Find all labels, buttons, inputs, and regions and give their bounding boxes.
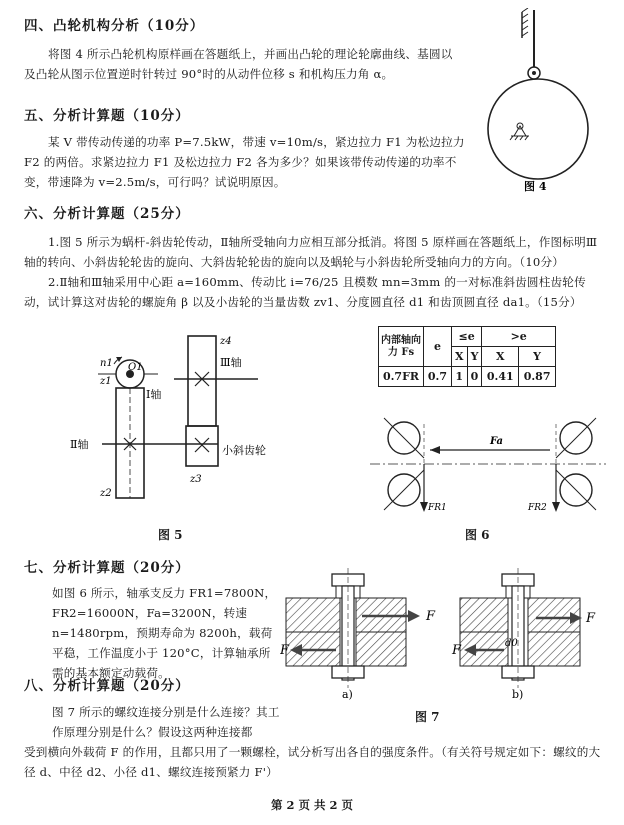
label-small-gear: 小斜齿轮 [222, 444, 266, 457]
section-8-body-2: 受到横向外载荷 F 的作用，且都只用了一颗螺栓，试分析写出各自的强度条件。（有关符号规定如下：螺纹的大径 d、中径 d2、小径 d1、螺纹连接预紧力 F'） [24, 745, 601, 779]
table-header-gt: >e [482, 327, 556, 347]
table-sub-x1: X [451, 347, 467, 367]
table-cell: 0.7FR [379, 367, 424, 387]
label-f-a-left: F [280, 643, 290, 658]
figure-5-caption: 图 5 [158, 528, 183, 542]
figure-5-gears [70, 326, 290, 506]
table-sub-y2: Y [519, 347, 556, 367]
label-z4: z4 [220, 336, 232, 347]
label-f-a-right: F [426, 609, 436, 624]
table-cell: 1 [451, 367, 467, 387]
label-fa: Fa [490, 436, 504, 447]
label-o1: O1 [128, 362, 143, 373]
section-8-body-1: 图 7 所示的螺纹连接分别是什么连接？其工作原理分别是什么？假设这两种连接都 [52, 705, 280, 739]
table-header-fs: 内部轴向力 Fs [379, 327, 424, 367]
table-cell: 0 [467, 367, 482, 387]
section-5-body: 某 V 带传动传递的功率 P=7.5kW，带速 v=10m/s，紧边拉力 F1 为松边拉力 F2 的两倍。求紧边拉力 F1 及松边拉力 F2 各为多少？如果该带传动传递的功率不变，带速降为 v=2.5m/s，可行吗？试说明原因。 [24, 135, 465, 189]
section-4-body: 将图 4 所示凸轮机构原样画在答题纸上，并画出凸轮的理论轮廓曲线、基圆以及凸轮从图示位置逆时针转过 90°时的从动件位移 s 和机构压力角 α。 [24, 47, 453, 81]
section-6-q2: 2.Ⅱ轴和Ⅲ轴采用中心距 a=160mm、传动比 i=76/25 且模数 mn=3mm 的一对标准斜齿圆柱齿轮传动，试计算这对齿轮的螺旋角 β 以及小齿轮的当量齿数 zv1、分度圆直径 d1 和齿顶圆直径 da1。（15分） [24, 275, 586, 309]
section-6-q1: 1.图 5 所示为蜗杆-斜齿轮传动，Ⅱ轴所受轴向力应相互部分抵消。将图 5 原样画在答题纸上，作图标明Ⅲ轴的转向、小斜齿轮轮齿的旋向、大斜齿轮轮齿的旋向以及蜗轮与小斜齿轮所受轴向力的方向。（10分） [24, 235, 598, 269]
section-8-title: 八、分析计算题（20分） [24, 678, 190, 694]
page-footer: 第 2 页 共 2 页 [270, 798, 354, 812]
figure-4-cam [468, 8, 618, 198]
bearing-table [378, 326, 556, 387]
section-6-title: 六、分析计算题（25分） [24, 206, 190, 222]
label-z2: z2 [100, 488, 112, 499]
figure-7-caption: 图 7 [415, 710, 440, 724]
table-sub-x2: X [482, 347, 519, 367]
table-header-e: e [424, 327, 452, 367]
label-fr2: FR2 [528, 503, 547, 513]
label-n1: n1 [100, 358, 113, 369]
label-shaft-1: Ⅰ轴 [146, 388, 162, 401]
label-f-b-right: F [586, 611, 596, 626]
section-5-title: 五、分析计算题（10分） [24, 108, 190, 124]
figure-6-caption: 图 6 [465, 528, 490, 542]
label-shaft-3: Ⅲ轴 [220, 356, 242, 369]
label-fr1: FR1 [428, 503, 447, 513]
table-header-le: ≤e [451, 327, 482, 347]
label-z1: z1 [100, 376, 112, 387]
table-cell: 0.87 [519, 367, 556, 387]
section-7-title: 七、分析计算题（20分） [24, 560, 190, 576]
figure-7-bolts [280, 568, 610, 706]
label-z3: z3 [190, 474, 202, 485]
figure-6-bearings [370, 400, 610, 525]
table-cell: 0.7 [424, 367, 452, 387]
table-cell: 0.41 [482, 367, 519, 387]
label-f-b-left: F [452, 643, 462, 658]
figure-4-caption: 图 4 [524, 180, 547, 193]
label-b: b) [512, 688, 524, 701]
label-d0: d0 [505, 638, 518, 649]
label-shaft-2: Ⅱ轴 [70, 438, 89, 451]
table-sub-y1: Y [467, 347, 482, 367]
section-7-body: 如图 6 所示，轴承支反力 FR1=7800N，FR2=16000N，Fa=3200N，转速 n=1480rpm，预期寿命为 8200h，载荷平稳，工作温度小于 120°C，计算轴承所需的基本额定动载荷。 [52, 586, 277, 680]
section-4-title: 四、凸轮机构分析（10分） [24, 18, 205, 34]
label-a: a) [342, 688, 353, 701]
